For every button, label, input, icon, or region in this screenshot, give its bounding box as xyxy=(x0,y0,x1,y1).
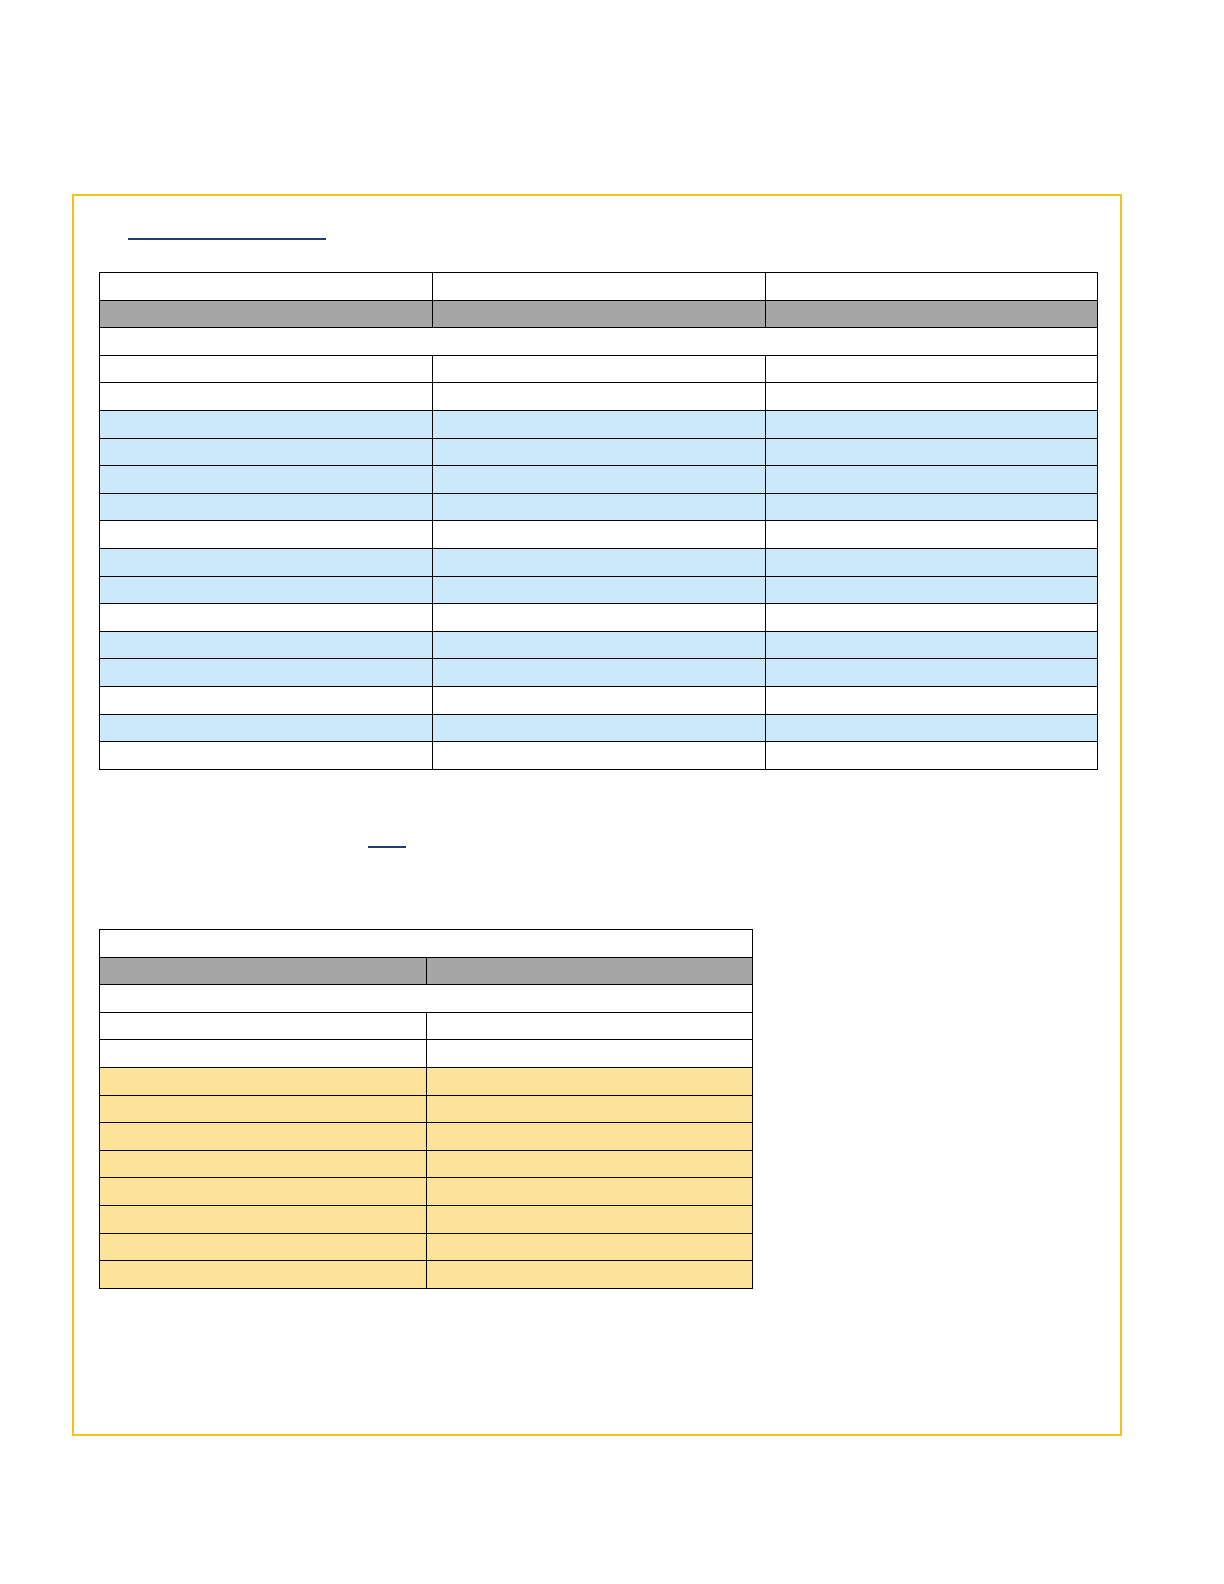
table-2-cell xyxy=(427,1067,753,1095)
table-1-row xyxy=(100,438,1098,466)
table-1-cell xyxy=(433,410,766,438)
section-1-heading-link[interactable] xyxy=(128,238,326,240)
table-2-row xyxy=(100,1040,753,1068)
table-1-row xyxy=(100,686,1098,714)
section-2-inline-link[interactable] xyxy=(368,846,406,848)
table-1-row xyxy=(100,521,1098,549)
table-2-header-cell xyxy=(427,957,753,985)
table-1-cell xyxy=(433,355,766,383)
table-1-cell xyxy=(433,604,766,632)
table-1-cell xyxy=(100,686,433,714)
table-1-row xyxy=(100,410,1098,438)
table-2-row xyxy=(100,1012,753,1040)
table-1-cell xyxy=(433,521,766,549)
table-2-row xyxy=(100,1261,753,1289)
table-2-header-cell xyxy=(100,957,427,985)
table-1-cell xyxy=(766,714,1098,742)
table-2 xyxy=(99,929,753,1289)
table-1-cell xyxy=(100,355,433,383)
table-2-cell xyxy=(427,1150,753,1178)
table-1-cell xyxy=(766,438,1098,466)
table-1-cell xyxy=(100,273,433,301)
table-2-cell xyxy=(100,1095,427,1123)
table-1-row xyxy=(100,631,1098,659)
table-2-cell xyxy=(100,1012,427,1040)
table-2-header-row xyxy=(100,957,753,985)
table-1-cell xyxy=(100,631,433,659)
table-1-cell xyxy=(433,659,766,687)
table-1-cell xyxy=(433,273,766,301)
table-2-cell xyxy=(100,1123,427,1151)
table-1-cell xyxy=(433,383,766,411)
table-1-cell xyxy=(100,493,433,521)
table-1-row xyxy=(100,466,1098,494)
table-1-cell xyxy=(433,548,766,576)
table-1-header-cell xyxy=(100,300,433,328)
table-1-cell xyxy=(100,438,433,466)
table-2-row xyxy=(100,985,753,1013)
table-1-cell xyxy=(100,742,433,770)
table-1-cell xyxy=(433,493,766,521)
table-1-cell xyxy=(433,631,766,659)
table-2-cell xyxy=(427,1261,753,1289)
table-2-cell xyxy=(100,1150,427,1178)
table-1-cell xyxy=(100,604,433,632)
table-2-cell xyxy=(100,1233,427,1261)
table-1-cell xyxy=(766,273,1098,301)
table-2-cell xyxy=(100,1261,427,1289)
table-1-cell xyxy=(100,383,433,411)
table-1 xyxy=(99,272,1098,770)
table-1-cell xyxy=(766,383,1098,411)
table-1-cell xyxy=(100,410,433,438)
table-2-cell xyxy=(427,1233,753,1261)
table-1-cell xyxy=(766,466,1098,494)
table-2-cell xyxy=(427,1040,753,1068)
table-1-cell xyxy=(433,438,766,466)
table-1-cell xyxy=(100,576,433,604)
table-1-cell xyxy=(100,548,433,576)
table-2-section-cell xyxy=(100,930,753,958)
table-2-row xyxy=(100,1233,753,1261)
table-1-row xyxy=(100,742,1098,770)
table-2-cell xyxy=(100,1205,427,1233)
table-1-cell xyxy=(433,686,766,714)
table-1-cell xyxy=(766,576,1098,604)
table-1-cell xyxy=(766,686,1098,714)
table-1-header-cell xyxy=(433,300,766,328)
table-1-row xyxy=(100,714,1098,742)
table-2-cell xyxy=(100,1040,427,1068)
table-2-cell xyxy=(427,1123,753,1151)
table-2-row xyxy=(100,1205,753,1233)
table-1-cell xyxy=(433,742,766,770)
table-1-cell xyxy=(766,548,1098,576)
table-1-cell xyxy=(433,714,766,742)
table-1-header-row xyxy=(100,300,1098,328)
table-1-cell xyxy=(433,576,766,604)
table-2-cell xyxy=(427,1095,753,1123)
table-1-header-cell xyxy=(766,300,1098,328)
table-1-cell xyxy=(766,604,1098,632)
table-1-cell xyxy=(100,466,433,494)
table-1-row xyxy=(100,355,1098,383)
table-2-cell xyxy=(427,1178,753,1206)
table-2-section-cell xyxy=(100,985,753,1013)
table-1-row xyxy=(100,659,1098,687)
table-2-row xyxy=(100,1150,753,1178)
table-1-cell xyxy=(766,659,1098,687)
table-1-row xyxy=(100,604,1098,632)
table-1-cell xyxy=(100,714,433,742)
table-1-row xyxy=(100,383,1098,411)
table-2-row xyxy=(100,1178,753,1206)
table-1-row xyxy=(100,328,1098,356)
table-2-row xyxy=(100,1095,753,1123)
table-1-row xyxy=(100,576,1098,604)
table-1-section-cell xyxy=(100,328,1098,356)
table-2-row xyxy=(100,1123,753,1151)
table-1-row xyxy=(100,493,1098,521)
table-2-row xyxy=(100,1067,753,1095)
table-1-row xyxy=(100,273,1098,301)
table-1-cell xyxy=(100,659,433,687)
table-2-cell xyxy=(427,1012,753,1040)
table-2-cell xyxy=(427,1205,753,1233)
table-2-row xyxy=(100,930,753,958)
table-2-cell xyxy=(100,1067,427,1095)
table-1-cell xyxy=(766,493,1098,521)
table-2-cell xyxy=(100,1178,427,1206)
table-1-row xyxy=(100,548,1098,576)
table-1-cell xyxy=(433,466,766,494)
table-1-cell xyxy=(766,410,1098,438)
table-1-cell xyxy=(766,742,1098,770)
table-1-cell xyxy=(100,521,433,549)
table-1-cell xyxy=(766,521,1098,549)
table-1-cell xyxy=(766,355,1098,383)
table-1-cell xyxy=(766,631,1098,659)
